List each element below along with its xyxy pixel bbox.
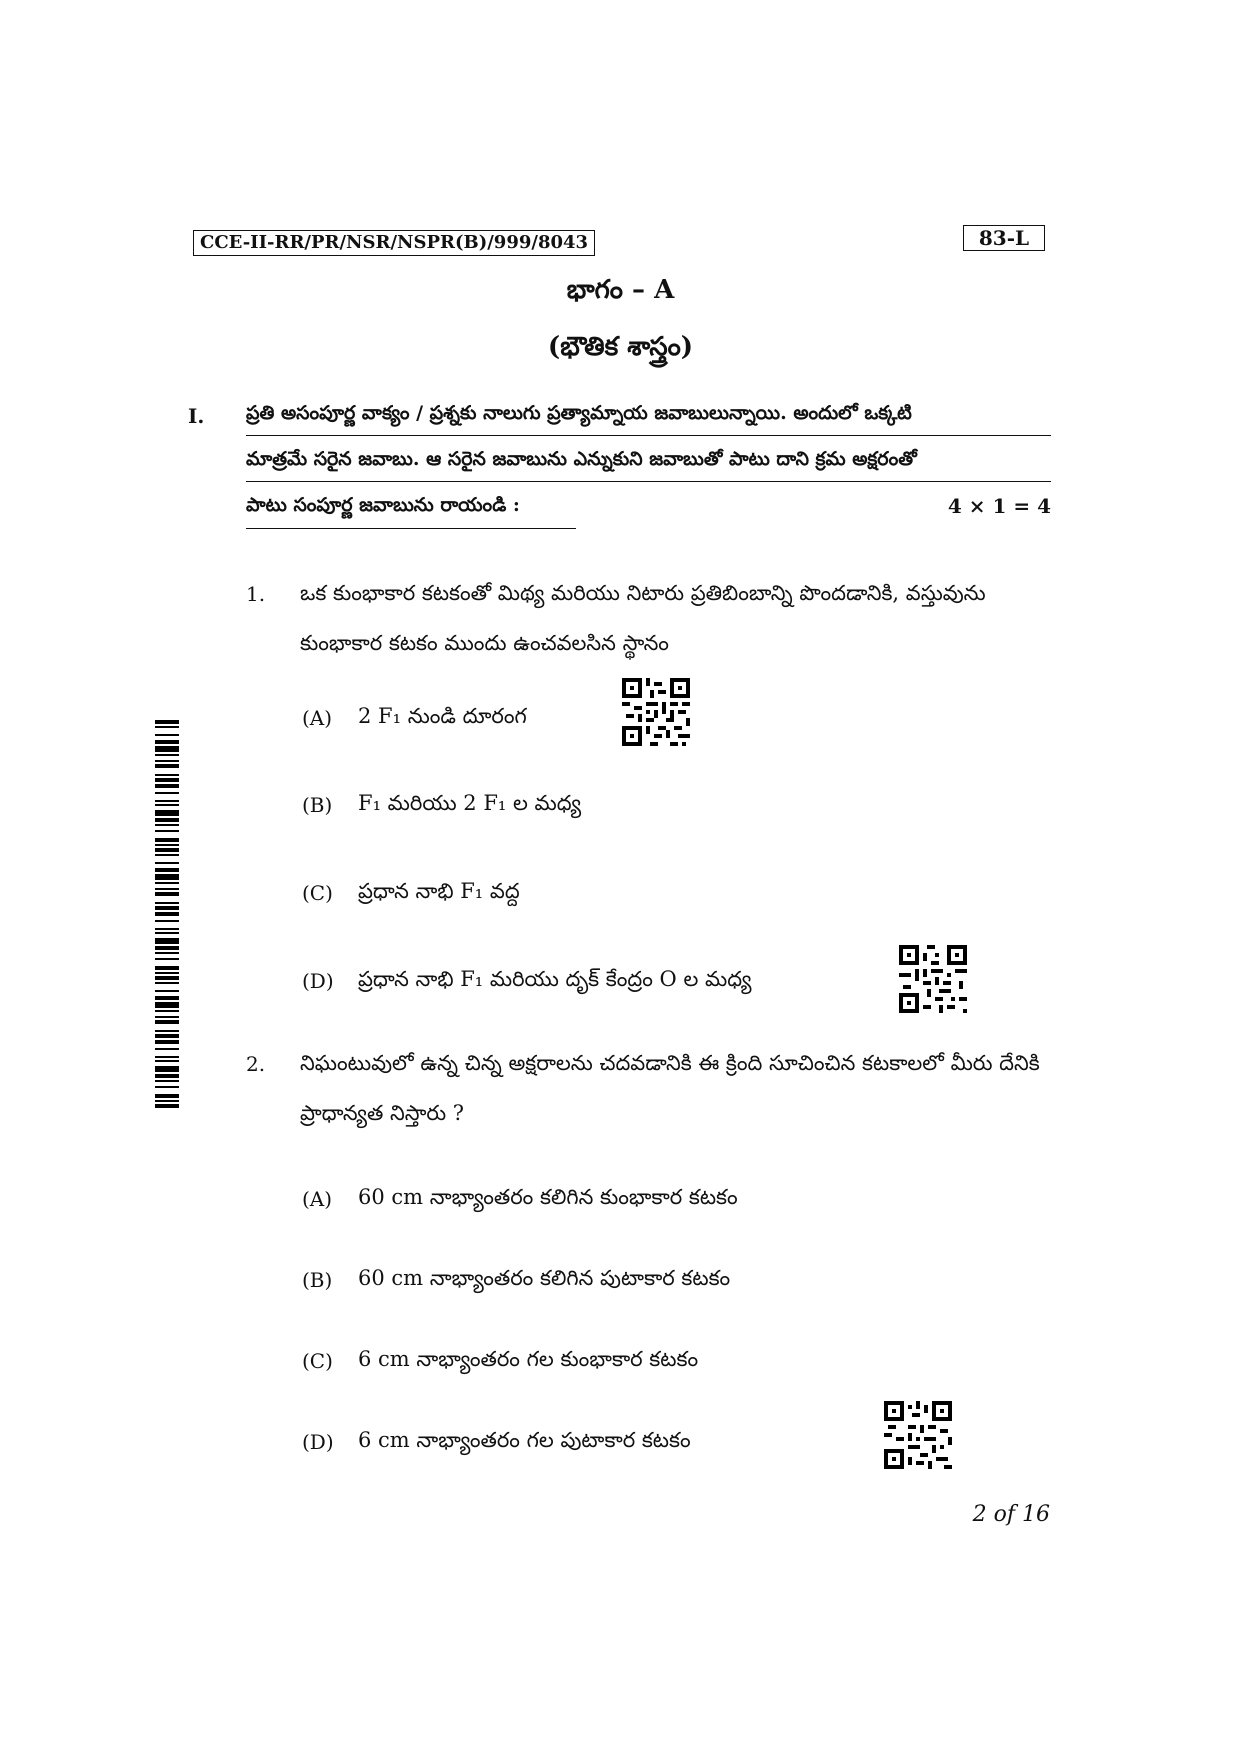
option-label: (D)	[302, 969, 334, 993]
paper-code: CCE-II-RR/PR/NSR/NSPR(B)/999/8043	[193, 230, 595, 256]
barcode-stripe	[155, 854, 179, 856]
option-label: (A)	[302, 1187, 333, 1211]
option-label: (C)	[302, 881, 333, 905]
question-text: నిఘంటువులో ఉన్న చిన్న అక్షరాలను చదవడానికి ఈ క్రింది సూచించిన కటకాలలో మీరు దేనికి ప్రాధాన్యత నిస్తారు ?	[300, 1051, 1040, 1125]
barcode-stripe	[155, 844, 179, 846]
barcode-stripe	[155, 1034, 179, 1038]
barcode-stripe	[155, 862, 179, 864]
barcode-stripe	[155, 818, 179, 822]
question-number: 1.	[246, 582, 266, 606]
barcode-stripe	[155, 906, 179, 910]
option-text: 6 cm నాభ్యాంతరం గల పుటాకార కటకం	[358, 1428, 691, 1452]
barcode-stripe	[155, 976, 179, 980]
barcode-stripe	[155, 958, 179, 960]
barcode-stripe	[155, 810, 179, 816]
barcode-stripe	[155, 792, 179, 794]
instruction-number: I.	[188, 404, 205, 428]
barcode-stripe	[155, 996, 179, 1000]
option-text: 60 cm నాభ్యాంతరం కలిగిన పుటాకార కటకం	[358, 1266, 731, 1290]
barcode-stripe	[155, 740, 179, 744]
barcode-stripe	[155, 952, 179, 954]
option-label: (B)	[302, 793, 333, 817]
barcode-stripe	[155, 1080, 179, 1082]
barcode-stripe	[155, 1104, 179, 1108]
barcode-stripe	[155, 784, 179, 788]
barcode-stripe	[155, 778, 179, 782]
barcode-stripe	[155, 972, 179, 974]
barcode-stripe	[155, 800, 179, 802]
barcode-stripe	[155, 928, 179, 930]
barcode-stripe	[155, 1100, 179, 1102]
barcode-stripe	[155, 874, 179, 880]
barcode	[155, 720, 179, 1110]
barcode-stripe	[155, 966, 179, 970]
option-text: ప్రధాన నాభి F₁ మరియు దృక్ కేంద్రం O ల మధ్య	[358, 967, 752, 991]
barcode-stripe	[155, 882, 179, 884]
barcode-stripe	[155, 774, 179, 776]
page-number: 2 of 16	[972, 1502, 1050, 1527]
barcode-stripe	[155, 1002, 179, 1008]
barcode-stripe	[155, 982, 179, 984]
marks-allocation: 4 × 1 = 4	[947, 494, 1051, 518]
paper-number: 83-L	[963, 225, 1045, 251]
question-text: ఒక కుంభాకార కటకంతో మిథ్య మరియు నిటారు ప్రతిబింబాన్ని పొందడానికి, వస్తువును కుంభాకార కటకం ముందు ఉంచవలసిన స్థానం	[300, 581, 986, 655]
option-text: F₁ మరియు 2 F₁ ల మధ్య	[358, 791, 582, 815]
barcode-stripe	[155, 912, 179, 916]
section-title: భాగం – A	[566, 275, 675, 305]
option-label: (A)	[302, 706, 333, 730]
barcode-stripe	[155, 760, 179, 762]
instruction-line-3: పాటు సంపూర్ణ జవాబును రాయండి :	[246, 494, 520, 516]
barcode-stripe	[155, 938, 179, 944]
barcode-stripe	[155, 888, 179, 890]
option-label: (C)	[302, 1349, 333, 1373]
barcode-stripe	[155, 1094, 179, 1098]
barcode-stripe	[155, 1066, 179, 1072]
barcode-stripe	[155, 838, 179, 842]
option-text: 60 cm నాభ్యాంతరం కలిగిన కుంభాకార కటకం	[358, 1185, 738, 1209]
barcode-stripe	[155, 830, 179, 832]
section-subtitle: (భౌతిక శాస్త్రం)	[547, 332, 694, 362]
barcode-stripe	[155, 764, 179, 768]
barcode-stripe	[155, 1048, 179, 1050]
option-label: (B)	[302, 1268, 333, 1292]
qr-code-icon	[884, 1401, 952, 1469]
barcode-stripe	[155, 1086, 179, 1088]
barcode-stripe	[155, 1060, 179, 1062]
barcode-stripe	[155, 1074, 179, 1078]
barcode-stripe	[155, 920, 179, 922]
barcode-stripe	[155, 1016, 179, 1018]
barcode-stripe	[155, 868, 179, 872]
question-number: 2.	[246, 1052, 266, 1076]
option-text: ప్రధాన నాభి F₁ వద్ద	[358, 879, 520, 903]
barcode-stripe	[155, 1020, 179, 1024]
option-text: 2 F₁ నుండి దూరంగ	[358, 704, 527, 728]
option-text: 6 cm నాభ్యాంతరం గల కుంభాకార కటకం	[358, 1347, 699, 1371]
barcode-stripe	[155, 1056, 179, 1058]
instruction-line-1: ప్రతి అసంపూర్ణ వాక్యం / ప్రశ్నకు నాలుగు ప్రత్యామ్నాయ జవాబులున్నాయి. అందులో ఒక్కటి	[246, 402, 1051, 436]
instruction-line-2: మాత్రమే సరైన జవాబు. ఆ సరైన జవాబును ఎన్నుకుని జవాబుతో పాటు దాని క్రమ అక్షరంతో	[246, 448, 1051, 482]
barcode-stripe	[155, 720, 179, 724]
barcode-stripe	[155, 1030, 179, 1032]
barcode-stripe	[155, 824, 179, 826]
barcode-stripe	[155, 902, 179, 904]
barcode-stripe	[155, 1010, 179, 1012]
barcode-stripe	[155, 848, 179, 852]
barcode-stripe	[155, 754, 179, 756]
barcode-stripe	[155, 726, 179, 728]
barcode-stripe	[155, 946, 179, 950]
barcode-stripe	[155, 892, 179, 896]
barcode-stripe	[155, 990, 179, 992]
barcode-stripe	[155, 1040, 179, 1044]
barcode-stripe	[155, 804, 179, 806]
barcode-stripe	[155, 932, 179, 934]
qr-code-icon	[899, 945, 967, 1013]
option-label: (D)	[302, 1430, 334, 1454]
qr-code-icon	[622, 678, 690, 746]
barcode-stripe	[155, 746, 179, 752]
instruction-underline	[246, 528, 576, 529]
barcode-stripe	[155, 734, 179, 736]
